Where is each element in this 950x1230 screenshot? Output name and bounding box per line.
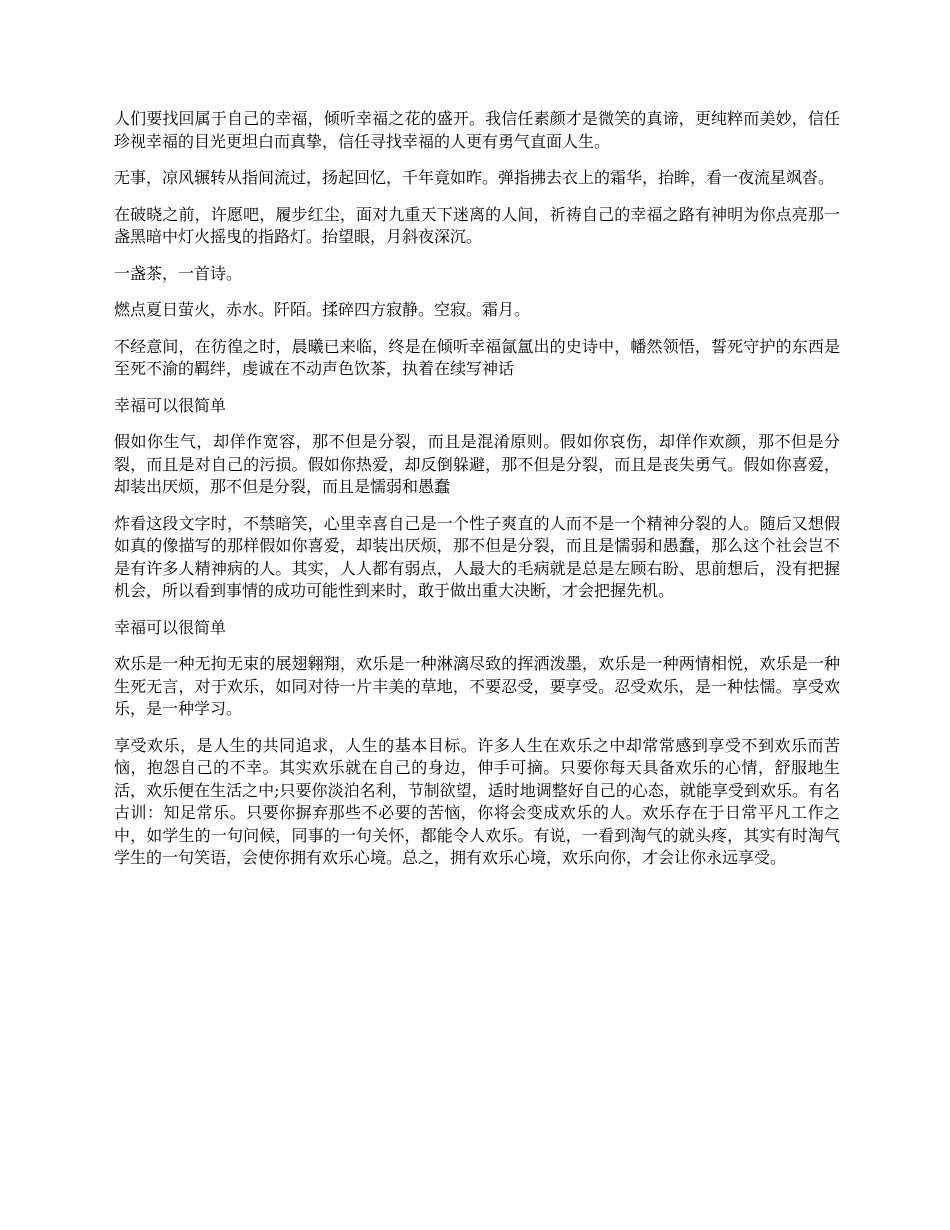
paragraph-4: 一盏茶，一首诗。 <box>114 263 243 283</box>
document-body <box>114 108 840 884</box>
section-heading-2: 幸福可以很简单 <box>114 617 227 637</box>
paragraph-10: 享受欢乐，是人生的共同追求，人生的基本目标。许多人生在欢乐之中却常常感到享受不到欢乐而苦恼，抱怨自己的不幸。其实欢乐就在自己的身边，伸手可摘。只要你每天具备欢乐的心情，舒服地生活，欢乐便在生活之中;只要你淡泊名利，节制欲望，适时地调整好自己的心态，就能享受到欢乐。有名古训：知足常乐。只要你摒弃那些不必要的苦恼，你将会变成欢乐的人。欢乐存在于日常平凡工作之中，如学生的一句问候，同事的一句关怀，都能令人欢乐。有说，一看到淘气的就头疼，其实有时淘气学生的一句笑语，会使你拥有欢乐心境。总之，拥有欢乐心境，欢乐向你，才会让你永远享受。 <box>114 735 840 867</box>
paragraph-5: 燃点夏日萤火，赤水。阡陌。揉碎四方寂静。空寂。霜月。 <box>114 300 531 319</box>
paragraph-3: 在破晓之前，许愿吧，履步红尘，面对九重天下迷离的人间，祈祷自己的幸福之路有神明为你点亮那一盏黑暗中灯火摇曳的指路灯。抬望眼，月斜夜深沉。 <box>114 204 840 246</box>
paragraph-6: 不经意间，在彷徨之时，晨曦已来临，终是在倾听幸福氤氲出的史诗中，幡然领悟，誓死守护的东西是至死不渝的羁绊，虔诚在不动声色饮茶，执着在续写神话 <box>114 336 840 378</box>
paragraph-2: 无事，凉风辗转从指间流过，扬起回忆，千年竟如昨。弹指拂去衣上的霜华，抬眸，看一夜流星飒沓。 <box>114 168 835 187</box>
paragraph-1: 人们要找回属于自己的幸福，倾听幸福之花的盛开。我信任素颜才是微笑的真谛，更纯粹而美妙，信任珍视幸福的目光更坦白而真挚，信任寻找幸福的人更有勇气直面人生。 <box>114 109 840 151</box>
paragraph-9: 欢乐是一种无拘无束的展翅翱翔，欢乐是一种淋漓尽致的挥洒泼墨，欢乐是一种两情相悦，欢乐是一种生死无言，对于欢乐，如同对待一片丰美的草地，不要忍受，要享受。忍受欢乐，是一种怯懦。享受欢乐，是一种学习。 <box>114 654 840 718</box>
section-heading-1: 幸福可以很简单 <box>114 395 227 415</box>
paragraph-7: 假如你生气，却佯作宽容，那不但是分裂，而且是混淆原则。假如你哀伤，却佯作欢颜，那不但是分裂，而且是对自己的污损。假如你热爱，却反倒躲避，那不但是分裂，而且是丧失勇气。假如你喜爱，却装出厌烦，那不但是分裂，而且是懦弱和愚蠢 <box>114 432 840 496</box>
paragraph-8: 炸看这段文字时，不禁暗笑，心里幸喜自己是一个性子爽直的人而不是一个精神分裂的人。随后又想假如真的像描写的那样假如你喜爱，却装出厌烦，那不但是分裂，而且是懦弱和愚蠢，那么这个社会岂不是有许多人精神病的人。其实，人人都有弱点，人最大的毛病就是总是左顾右盼、思前想后，没有把握机会，所以看到事情的成功可能性到来时，敢于做出重大决断，才会把握先机。 <box>114 513 840 600</box>
